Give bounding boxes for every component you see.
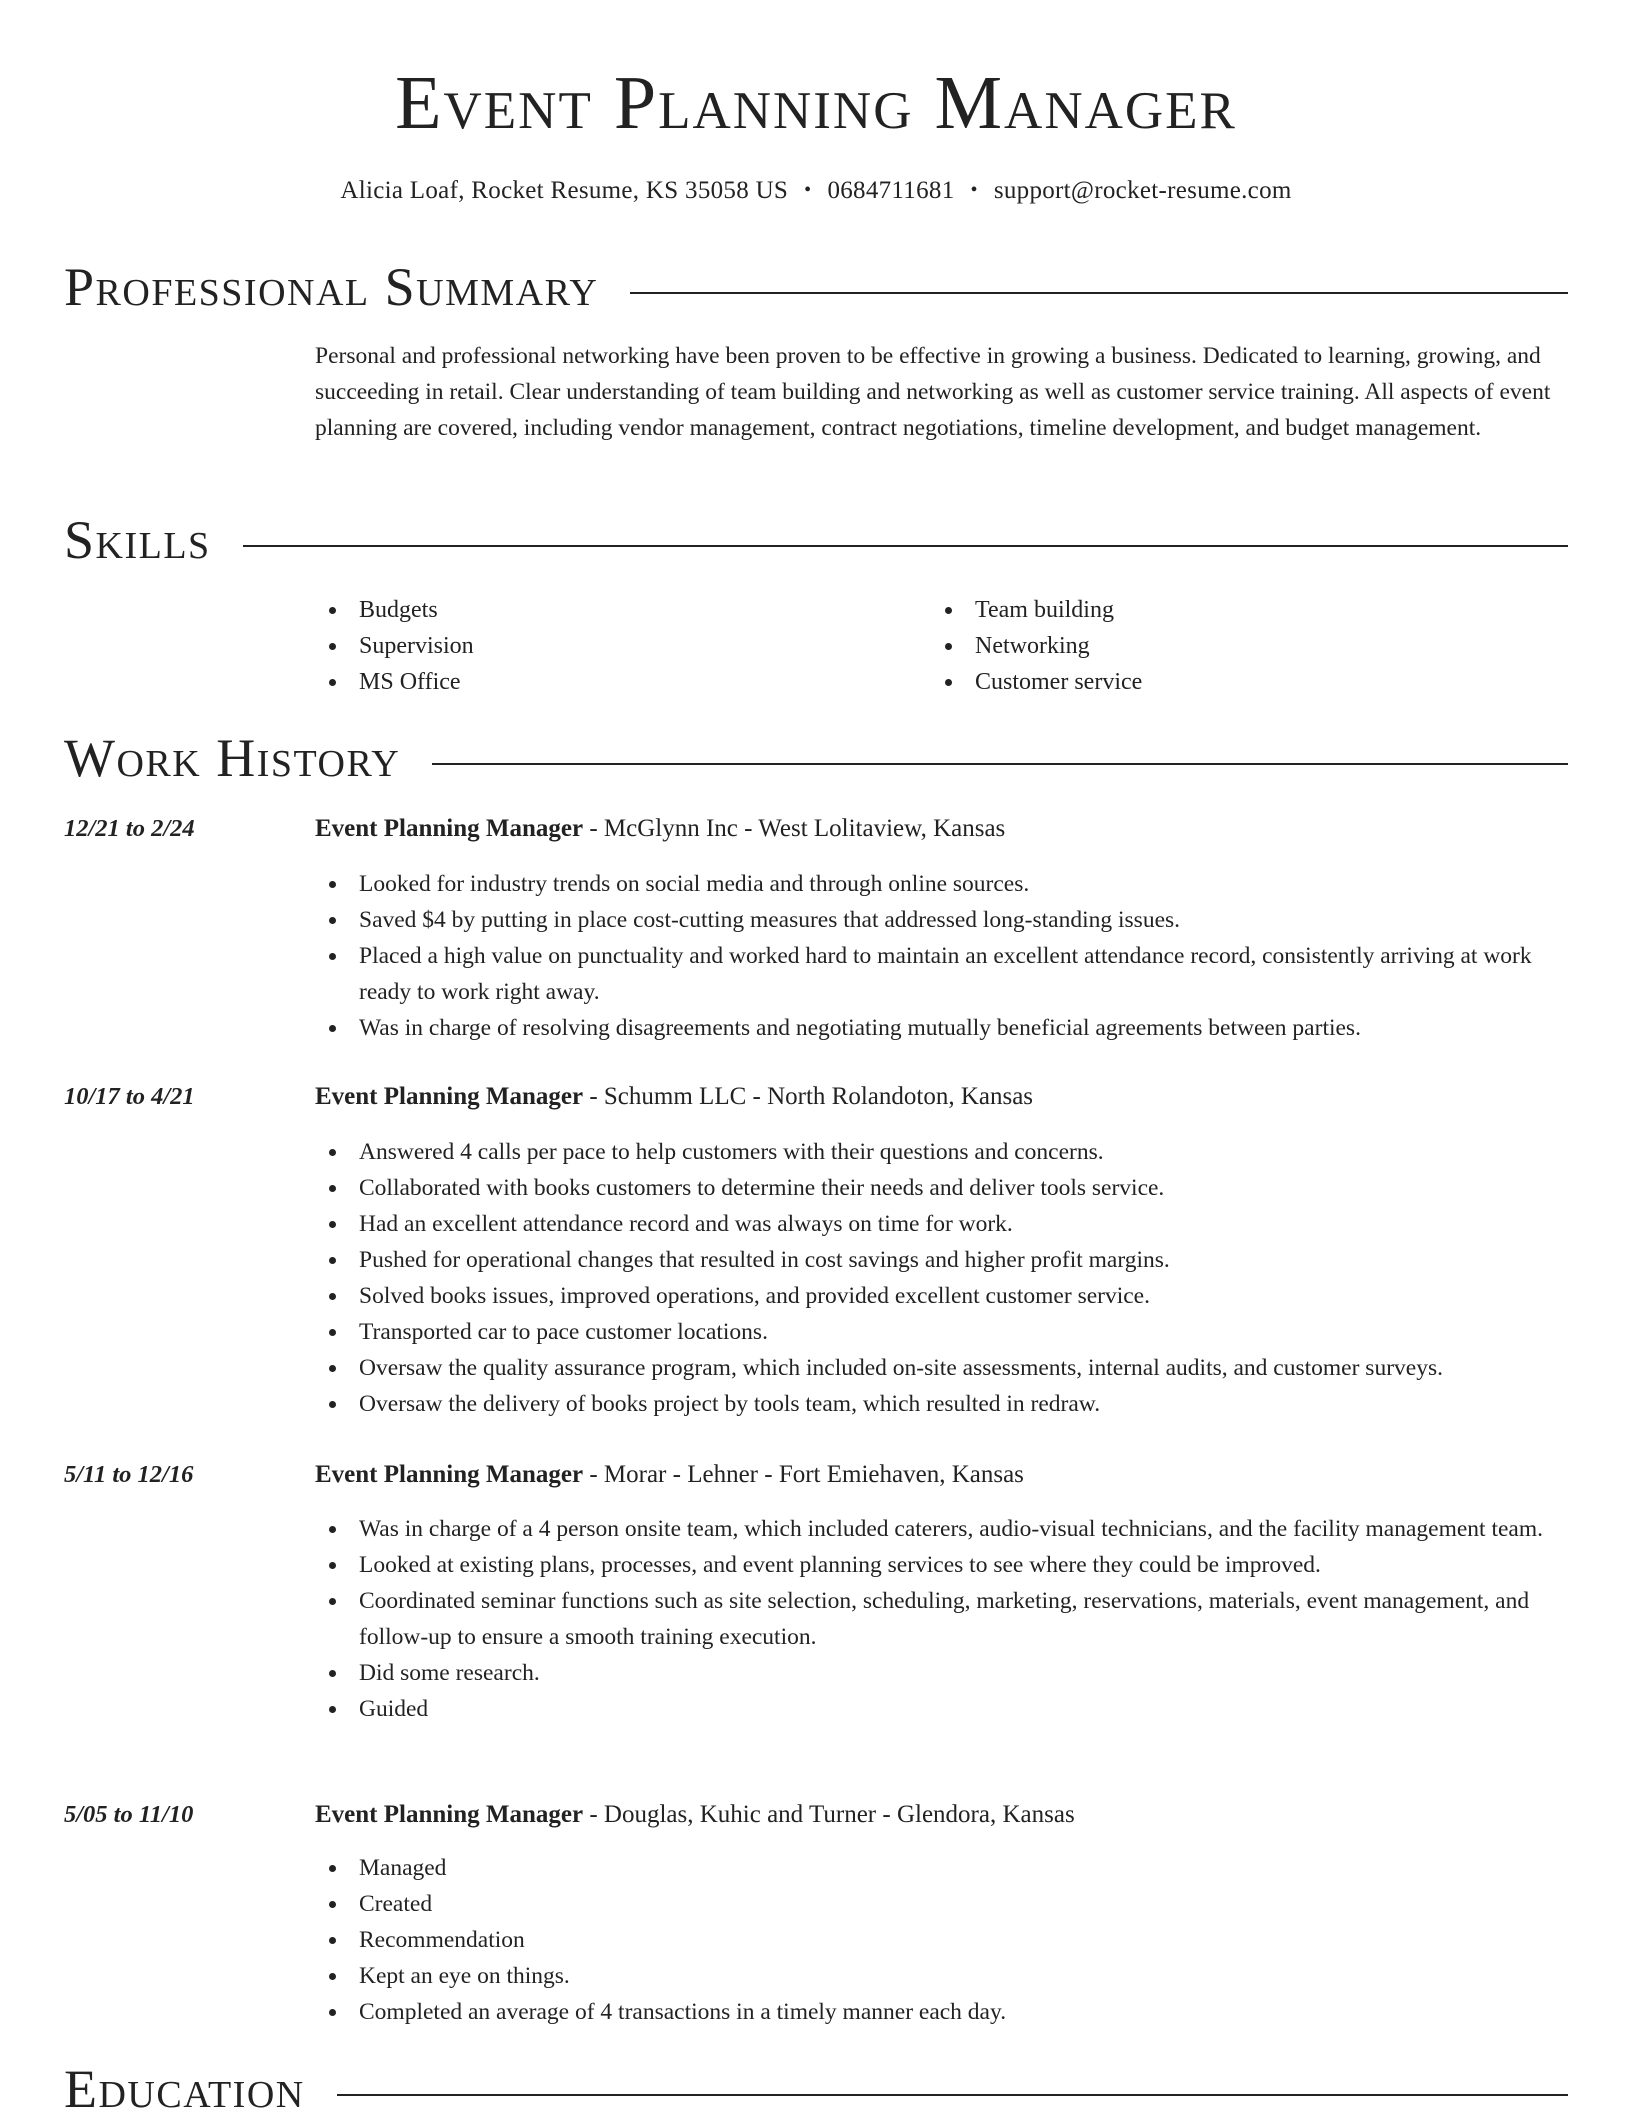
job-bullet: Looked at existing plans, processes, and event planning services to see where they could be improved.: [315, 1547, 1572, 1583]
skills-list-left: [315, 592, 474, 700]
job-location: Glendora, Kansas: [896, 1801, 1075, 1828]
job-bullet: Created: [315, 1886, 1572, 1922]
summary-text: Personal and professional networking have been proven to be effective in growing a business. Dedicated to learning, growing, and succeeding in retail. Clear understanding of team building and networking as well as customer service training. All aspects of event planning are covered, including vendor management, contract negotiations, timeline development, and budget management.: [315, 343, 1551, 441]
job-bullet: Had an excellent attendance record and was always on time for work.: [315, 1206, 1572, 1242]
job-bullet: Looked for industry trends on social media and through online sources.: [315, 866, 1572, 902]
section-title-work-history: Work History: [64, 728, 401, 788]
skill-item: Supervision: [315, 628, 474, 664]
job-bullet: Saved $4 by putting in place cost-cutting measures that addressed long-standing issues.: [315, 902, 1572, 938]
job-dates: 12/21 to 2/24: [64, 815, 195, 842]
job-bullet: Collaborated with books customers to determine their needs and deliver tools service.: [315, 1170, 1572, 1206]
job-heading: [315, 1458, 1024, 1492]
job-bullet: Pushed for operational changes that resulted in cost savings and higher profit margins.: [315, 1242, 1572, 1278]
job-separator: -: [583, 1801, 604, 1828]
job-separator: -: [876, 1801, 897, 1828]
section-header-work-history: [64, 727, 1568, 789]
job-role: Event Planning Manager: [315, 815, 584, 842]
job-separator: -: [737, 815, 759, 842]
section-title-summary: Professional Summary: [64, 257, 599, 317]
section-divider: [337, 2094, 1568, 2096]
job-bullet: Was in charge of resolving disagreements and negotiating mutually beneficial agreements between parties.: [315, 1010, 1572, 1046]
contact-separator: •: [804, 179, 812, 201]
contact-phone: 0684711681: [827, 177, 955, 204]
job-bullet: Oversaw the quality assurance program, which included on-site assessments, internal audits, and customer surveys.: [315, 1350, 1572, 1386]
contact-email: support@rocket-resume.com: [993, 177, 1292, 204]
job-bullet: Kept an eye on things.: [315, 1958, 1572, 1994]
job-separator: -: [746, 1083, 768, 1110]
job-bullet: Recommendation: [315, 1922, 1572, 1958]
job-company: McGlynn Inc: [603, 815, 738, 842]
section-header-summary: [64, 256, 1568, 318]
job-bullet: Completed an average of 4 transactions in a timely manner each day.: [315, 1994, 1572, 2030]
job-bullets: [315, 866, 1572, 1046]
job-location: West Lolitaview, Kansas: [758, 815, 1006, 842]
job-bullet: Answered 4 calls per pace to help customers with their questions and concerns.: [315, 1134, 1572, 1170]
job-bullet: Placed a high value on punctuality and worked hard to maintain an excellent attendance record, consistently arriving at work ready to work right away.: [315, 938, 1572, 1010]
section-divider: [432, 763, 1568, 765]
job-bullets: [315, 1134, 1572, 1422]
job-heading: [315, 1798, 1075, 1832]
skill-item: Team building: [931, 592, 1142, 628]
job-bullet: Oversaw the delivery of books project by tools team, which resulted in redraw.: [315, 1386, 1572, 1422]
job-company: Douglas, Kuhic and Turner: [603, 1801, 877, 1828]
job-separator: -: [758, 1461, 779, 1488]
job-bullet: Managed: [315, 1850, 1572, 1886]
job-bullet: Guided: [315, 1691, 1572, 1727]
job-dates: 5/11 to 12/16: [64, 1461, 194, 1488]
section-title-skills: Skills: [64, 510, 211, 570]
skills-list-right: [931, 592, 1142, 700]
job-location: North Rolandoton, Kansas: [767, 1083, 1034, 1110]
contact-separator: •: [970, 179, 978, 201]
job-heading: [315, 812, 1005, 846]
job-bullet: Did some research.: [315, 1655, 1572, 1691]
job-heading: [315, 1080, 1033, 1114]
section-header-education: [64, 2058, 1568, 2120]
contact-line: [0, 174, 1632, 209]
job-separator: -: [583, 1461, 604, 1488]
skill-item: Customer service: [931, 664, 1142, 700]
section-header-skills: [64, 509, 1568, 571]
contact-address: Alicia Loaf, Rocket Resume, KS 35058 US: [340, 177, 789, 204]
job-role: Event Planning Manager: [315, 1083, 584, 1110]
section-title-education: Education: [64, 2059, 305, 2119]
job-bullet: Transported car to pace customer locations.: [315, 1314, 1572, 1350]
skill-item: Networking: [931, 628, 1142, 664]
job-role: Event Planning Manager: [315, 1461, 584, 1488]
job-bullet: Was in charge of a 4 person onsite team, which included caterers, audio-visual technicians, and the facility management team.: [315, 1511, 1572, 1547]
job-bullet: Solved books issues, improved operations, and provided excellent customer service.: [315, 1278, 1572, 1314]
job-separator: -: [583, 815, 604, 842]
job-separator: -: [583, 1083, 604, 1110]
job-bullets: [315, 1511, 1572, 1727]
skill-item: Budgets: [315, 592, 474, 628]
skill-item: MS Office: [315, 664, 474, 700]
job-dates: 10/17 to 4/21: [64, 1083, 195, 1110]
job-dates: 5/05 to 11/10: [64, 1801, 194, 1828]
section-divider: [630, 292, 1568, 294]
job-bullets: [315, 1850, 1572, 2030]
resume-title: Event Planning Manager: [395, 61, 1237, 145]
job-company: Schumm LLC: [603, 1083, 747, 1110]
section-divider: [243, 545, 1568, 547]
job-bullet: Coordinated seminar functions such as site selection, scheduling, marketing, reservations, materials, event management, and follow-up to ensure a smooth training execution.: [315, 1583, 1572, 1655]
job-company: Morar - Lehner: [603, 1461, 758, 1488]
job-location: Fort Emiehaven, Kansas: [778, 1461, 1024, 1488]
job-role: Event Planning Manager: [315, 1801, 584, 1828]
